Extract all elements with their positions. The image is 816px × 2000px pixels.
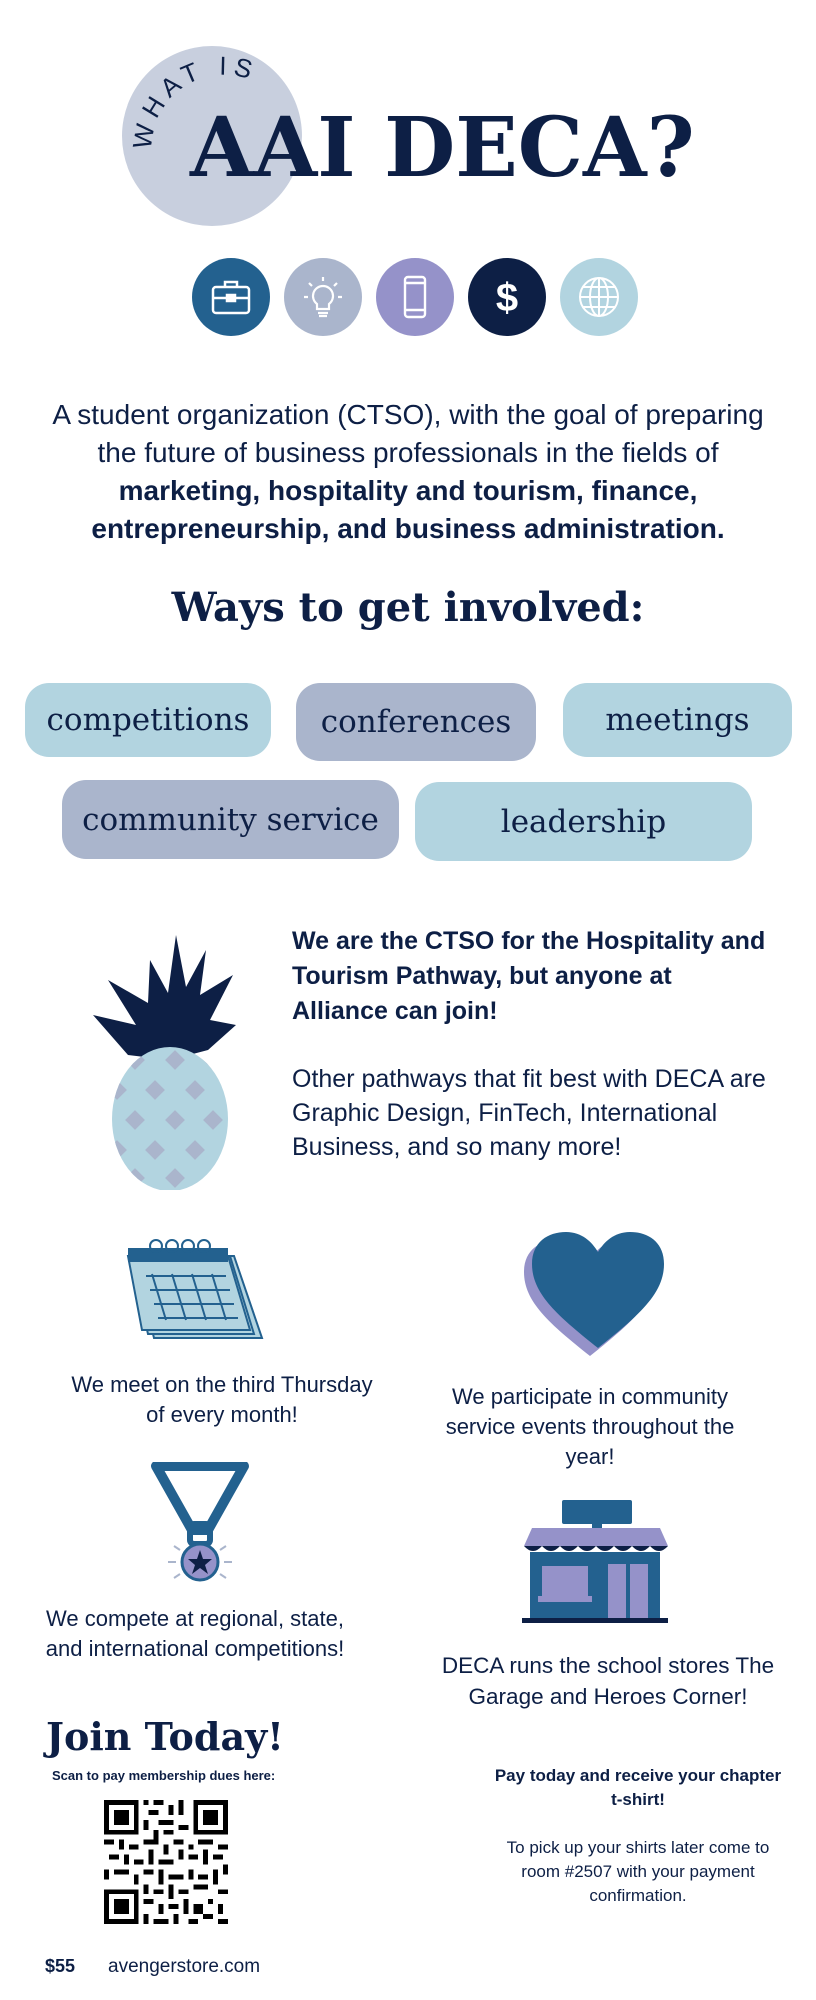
store-icon — [522, 1496, 668, 1626]
medal-icon — [150, 1462, 250, 1592]
pineapple-icon — [88, 925, 238, 1190]
service-caption: We participate in community service events throughout the year! — [445, 1384, 735, 1469]
scan-instruction: Scan to pay membership dues here: — [52, 1768, 276, 1783]
pill-leadership: leadership — [415, 782, 752, 861]
store-link[interactable]: avengerstore.com — [108, 1956, 261, 1977]
intro-paragraph — [50, 396, 766, 548]
svg-text:$: $ — [495, 276, 519, 320]
qr-code[interactable] — [104, 1800, 228, 1924]
page-title: AAI DECA? — [190, 100, 695, 196]
join-heading: Join Today! — [46, 1714, 284, 1759]
kicker-text: WHAT IS — [126, 50, 262, 151]
stores-caption: DECA runs the school stores The Garage and Heroes Corner! — [441, 1653, 775, 1709]
globe-icon — [560, 258, 638, 336]
heart-icon — [520, 1228, 670, 1358]
pill-competitions: competitions — [25, 683, 271, 757]
pill-meetings: meetings — [563, 683, 792, 757]
pickup-instructions: To pick up your shirts later come to room #2507 with your payment confirmation. — [506, 1838, 770, 1905]
meet-caption: We meet on the third Thursday of every month! — [71, 1372, 373, 1427]
dollar-icon — [468, 258, 546, 336]
tshirt-offer: Pay today and receive your chapter t-shirt! — [494, 1766, 782, 1809]
intro-fields: marketing, hospitality and tourism, finance, entrepreneurship, and business administration. — [91, 475, 725, 544]
lightbulb-icon — [284, 258, 362, 336]
intro-text: A student organization (CTSO), with the goal of preparing the future of business professionals in the fields of — [52, 399, 764, 468]
briefcase-icon — [192, 258, 270, 336]
smartphone-icon — [376, 258, 454, 336]
pill-community-service: community service — [62, 780, 399, 859]
membership-price: $55 — [45, 1956, 76, 1976]
ways-heading: Ways to get involved: — [171, 584, 645, 631]
compete-caption: We compete at regional, state, and international competitions! — [45, 1606, 345, 1661]
pathway-statement: We are the CTSO for the Hospitality and Tourism Pathway, but anyone at Alliance can join! — [292, 927, 766, 1025]
pill-conferences: conferences — [296, 683, 536, 761]
pathway-details: Other pathways that fit best with DECA are Graphic Design, FinTech, International Business, and so many more! — [292, 1065, 766, 1161]
calendar-icon — [126, 1234, 266, 1344]
